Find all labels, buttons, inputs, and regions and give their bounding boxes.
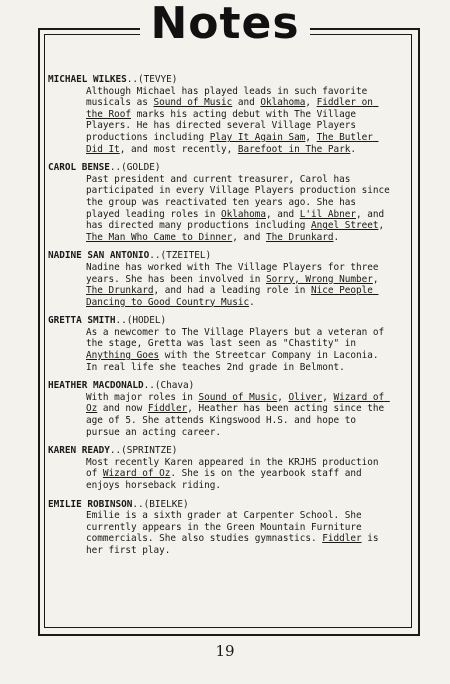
- cast-entry: [48, 499, 390, 557]
- actor-name: KAREN READY: [48, 445, 110, 457]
- bio-text: . She is on the yearbook staff and enjoys horseback riding.: [86, 468, 368, 491]
- production-title: Play It Again Sam: [209, 131, 306, 143]
- bio-text: Although Michael has played leads in such favorite musicals as: [86, 85, 373, 109]
- cast-entry: [48, 315, 390, 373]
- production-title: The Drunkard: [265, 231, 334, 243]
- character-role: SPRINTZE: [126, 445, 172, 457]
- bio-text: As a newcomer to The Village Players but a veteran of the stage, Gretta was last seen as "Chastity" in: [86, 326, 390, 350]
- bio-text: Past president and current treasurer, Carol has participated in every Village Players production since the group was reactivated ten years ago. She has played leading roles in: [86, 173, 396, 220]
- production-title: L'il Abner: [299, 208, 356, 220]
- bio-paragraph: [48, 262, 390, 308]
- production-title: Anything Goes: [86, 350, 160, 362]
- bio-paragraph: [48, 510, 390, 556]
- bio-text: , and: [232, 231, 266, 243]
- bio-text: Nadine has worked with The Village Players for three years. She has been involved in: [86, 261, 385, 285]
- production-title: Barefoot in The Park: [237, 143, 351, 155]
- actor-name: CAROL BENSE: [48, 162, 110, 174]
- role-close: ): [160, 315, 167, 327]
- production-title: Fiddler: [147, 403, 188, 415]
- cast-entry-heading: [48, 315, 390, 327]
- bio-text: , and had a leading role in: [153, 285, 311, 297]
- production-title: Wizard of Oz: [102, 468, 171, 480]
- production-title: Oklahoma: [220, 208, 266, 220]
- production-title: Fiddler: [322, 533, 362, 545]
- cast-entry-heading: [48, 250, 390, 262]
- cast-entry: [48, 250, 390, 308]
- bio-text: Emilie is a sixth grader at Carpenter School. She currently appears in the Green Mountain Furniture commercials. She also studies gymnastics.: [86, 510, 368, 545]
- character-role: TEVYE: [143, 74, 172, 85]
- role-close: ): [171, 445, 178, 457]
- bio-text: .: [350, 143, 356, 155]
- production-title: The Butler Did It: [86, 131, 379, 155]
- bio-text: ,: [305, 97, 317, 109]
- character-role: BIELKE: [149, 498, 183, 510]
- bio-text: With major roles in: [86, 391, 199, 403]
- bio-text: and: [232, 97, 261, 109]
- bio-text: ,: [372, 273, 385, 285]
- cast-entry: [48, 74, 390, 155]
- role-close: ): [205, 250, 212, 262]
- page-title: Notes: [0, 0, 450, 50]
- actor-name: NADINE SAN ANTONIO: [48, 250, 150, 262]
- actor-name: GRETTA SMITH: [48, 315, 116, 327]
- character-role: TZEITEL: [166, 250, 206, 262]
- cast-entry-heading: [48, 162, 390, 174]
- role-close: ): [154, 162, 161, 174]
- production-title: Wizard of Oz: [86, 391, 390, 415]
- cast-entry: [48, 162, 396, 243]
- bio-text: , and: [265, 208, 300, 220]
- production-title: The Drunkard: [86, 285, 154, 297]
- actor-name: HEATHER MACDONALD: [48, 380, 144, 392]
- bio-text: ,: [378, 220, 390, 232]
- cast-entry: [48, 380, 390, 438]
- role-close: ): [171, 74, 178, 85]
- name-separator: ..(: [132, 498, 150, 510]
- bio-text: is her first play.: [86, 533, 385, 556]
- bio-paragraph: [48, 327, 390, 373]
- name-separator: ..(: [115, 315, 133, 327]
- character-role: HODEL: [132, 315, 161, 327]
- name-separator: ..(: [143, 380, 161, 392]
- production-title: Sound of Music: [153, 97, 233, 109]
- bio-text: and now: [97, 403, 148, 415]
- character-role: Chava: [160, 380, 189, 392]
- production-title: Oliver: [288, 391, 323, 403]
- bio-text: marks his acting debut with The Village Players. He has directed several Village Players productions including: [86, 108, 362, 143]
- production-title: Sorry, Wrong Number: [265, 273, 373, 285]
- bio-text: .: [333, 231, 340, 243]
- actor-name: MICHAEL WILKES: [48, 74, 127, 85]
- production-title: Fiddler on the Roof: [86, 97, 379, 120]
- bio-text: .: [249, 296, 255, 308]
- cast-entry-heading: [48, 380, 390, 392]
- bio-text: with the Streetcar Company in Laconia. In real life she teaches 2nd grade in Belmont.: [86, 350, 385, 373]
- production-title: Oklahoma: [260, 97, 306, 109]
- name-separator: ..(: [149, 250, 167, 262]
- production-title: Sound of Music: [198, 391, 278, 403]
- production-title: Angel Street: [310, 220, 379, 232]
- bio-paragraph: [48, 86, 390, 156]
- bio-text: , and has directed many productions including: [86, 208, 390, 232]
- cast-notes-list: [48, 74, 396, 564]
- cast-entry-heading: [48, 445, 390, 457]
- character-role: GOLDE: [126, 162, 155, 174]
- role-close: ): [183, 498, 189, 510]
- bio-text: ,: [322, 391, 334, 403]
- page-number: 19: [215, 642, 235, 660]
- production-title: Nice People Dancing to Good Country Music: [86, 285, 379, 308]
- bio-text: ,: [305, 131, 317, 143]
- cast-entry: [48, 445, 390, 491]
- bio-text: ,: [277, 391, 289, 403]
- bio-text: Most recently Karen appeared in the KRJHS production of: [86, 456, 385, 480]
- name-separator: ..(: [109, 445, 127, 457]
- bio-paragraph: [48, 457, 390, 492]
- name-separator: ..(: [126, 74, 144, 85]
- bio-paragraph: [48, 173, 396, 244]
- cast-entry-heading: [48, 499, 390, 511]
- bio-text: , and most recently,: [119, 143, 238, 155]
- role-close: ): [188, 380, 195, 392]
- bio-text: , Heather has been acting since the age of 5. She attends Kingswood H.S. and hope to pursue an acting career.: [86, 403, 390, 438]
- production-title: The Man Who Came to Dinner: [86, 231, 233, 243]
- cast-entry-heading: [48, 74, 390, 86]
- bio-paragraph: [48, 392, 390, 438]
- name-separator: ..(: [109, 162, 127, 174]
- actor-name: EMILIE ROBINSON: [48, 498, 133, 510]
